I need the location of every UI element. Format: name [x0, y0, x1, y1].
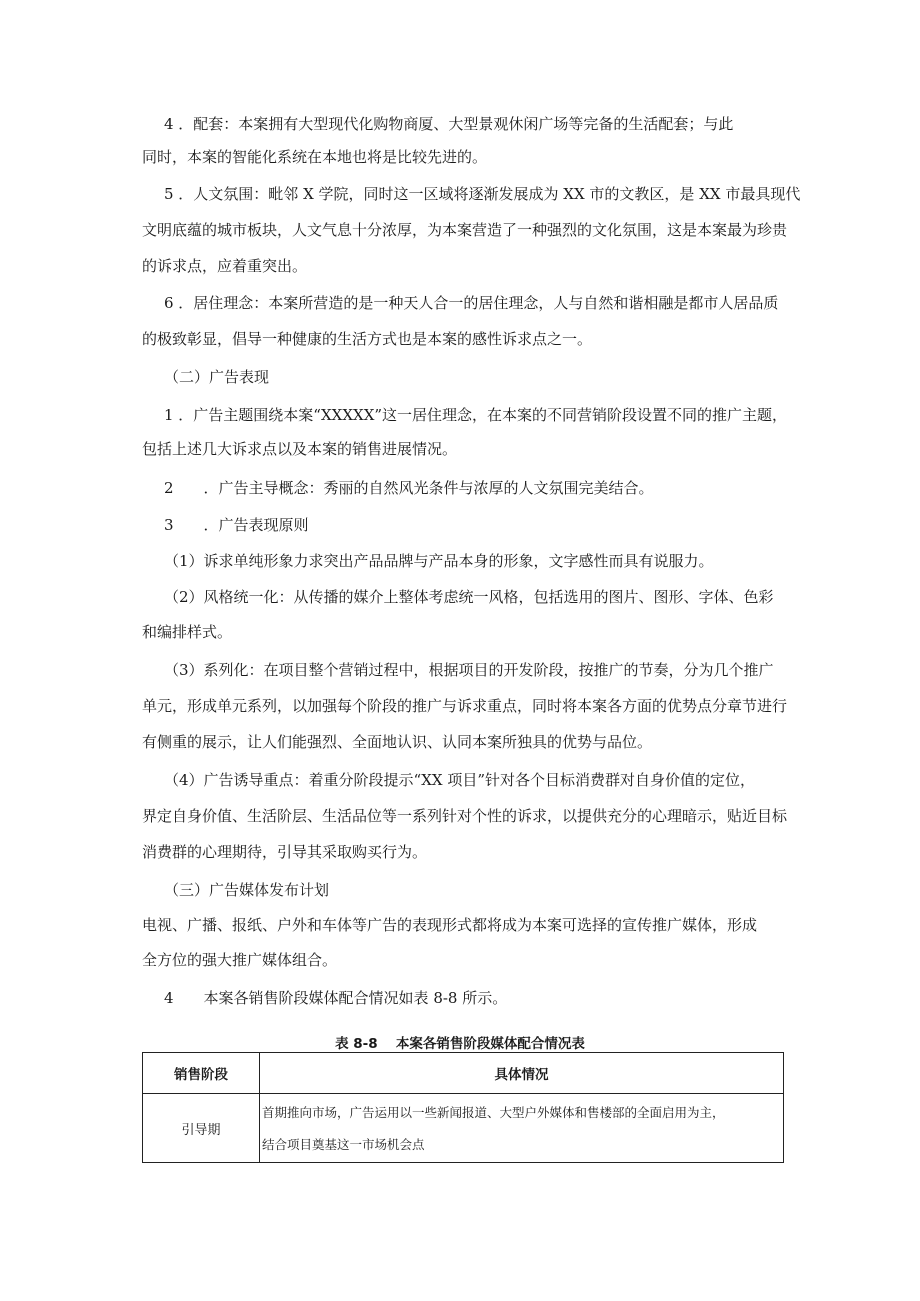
paragraph-line: 3 ．广告表现原则 [164, 516, 309, 534]
header-stage: 销售阶段 [143, 1053, 260, 1094]
paragraph-line: 6 ．居住理念：本案所营造的是一种天人合一的居住理念，人与自然和谐相融是都市人居品质 [164, 294, 779, 312]
header-detail: 具体情况 [260, 1053, 784, 1094]
table-row [143, 1094, 784, 1163]
paragraph-line: 4 本案各销售阶段媒体配合情况如表 8-8 所示。 [164, 989, 508, 1007]
paragraph-line: 和编排样式。 [142, 623, 233, 641]
paragraph-line: 的诉求点，应着重突出。 [142, 257, 308, 275]
table-header-row [143, 1053, 784, 1094]
detail-line: 结合项目奠基这一市场机会点 [262, 1136, 425, 1152]
paragraph-line: （4）广告诱导重点：着重分阶段提示“XX 项目”针对各个目标消费群对自身价值的定位， [164, 771, 756, 789]
paragraph-line: 有侧重的展示，让人们能强烈、全面地认识、认同本案所独具的优势与品位。 [142, 733, 653, 751]
detail-cell [260, 1094, 784, 1163]
paragraph-line: （1）诉求单纯形象力求突出产品品牌与产品本身的形象，文字感性而具有说服力。 [164, 552, 714, 570]
stage-cell: 引导期 [143, 1094, 260, 1163]
paragraph-line: 同时，本案的智能化系统在本地也将是比较先进的。 [142, 148, 488, 166]
paragraph-line: 的极致彰显，倡导一种健康的生活方式也是本案的感性诉求点之一。 [142, 330, 593, 348]
paragraph-line: 1 ．广告主题围绕本案“XXXXX”这一居住理念，在本案的不同营销阶段设置不同的推广主题， [164, 406, 788, 424]
paragraph-line: （3）系列化：在项目整个营销过程中，根据项目的开发阶段，按推广的节奏，分为几个推广 [164, 661, 774, 679]
section-heading: （二）广告表现 [164, 368, 270, 386]
paragraph-line: 界定自身价值、生活阶层、生活品位等一系列针对个性的诉求，以提供充分的心理暗示，贴近目标 [142, 807, 788, 825]
paragraph-line: 消费群的心理期待，引导其采取购买行为。 [142, 843, 428, 861]
paragraph-line: 4 ．配套：本案拥有大型现代化购物商厦、大型景观休闲广场等完备的生活配套；与此 [164, 115, 734, 133]
paragraph-line: （2）风格统一化：从传播的媒介上整体考虑统一风格，包括选用的图片、图形、字体、色彩 [164, 588, 774, 606]
paragraph-line: 全方位的强大推广媒体组合。 [142, 951, 338, 969]
detail-line: 首期推向市场，广告运用以一些新闻报道、大型户外媒体和售楼部的全面启用为主， [262, 1104, 725, 1120]
section-heading: （三）广告媒体发布计划 [164, 881, 330, 899]
paragraph-line: 包括上述几大诉求点以及本案的销售进展情况。 [142, 440, 458, 458]
paragraph-line: 2 ．广告主导概念：秀丽的自然风光条件与浓厚的人文氛围完美结合。 [164, 479, 654, 497]
table-caption: 表 8-8 本案各销售阶段媒体配合情况表 [335, 1036, 585, 1052]
paragraph-line: 单元，形成单元系列，以加强每个阶段的推广与诉求重点，同时将本案各方面的优势点分章节进行 [142, 697, 788, 715]
paragraph-line: 文明底蕴的城市板块，人文气息十分浓厚，为本案营造了一种强烈的文化氛围，这是本案最为珍贵 [142, 221, 788, 239]
media-plan-table [142, 1052, 784, 1163]
paragraph-line: 电视、广播、报纸、户外和车体等广告的表现形式都将成为本案可选择的宣传推广媒体，形成 [142, 916, 758, 934]
paragraph-line: 5 ．人文氛围：毗邻 X 学院，同时这一区域将逐渐发展成为 XX 市的文教区，是 XX 市最具现代 [164, 185, 801, 203]
